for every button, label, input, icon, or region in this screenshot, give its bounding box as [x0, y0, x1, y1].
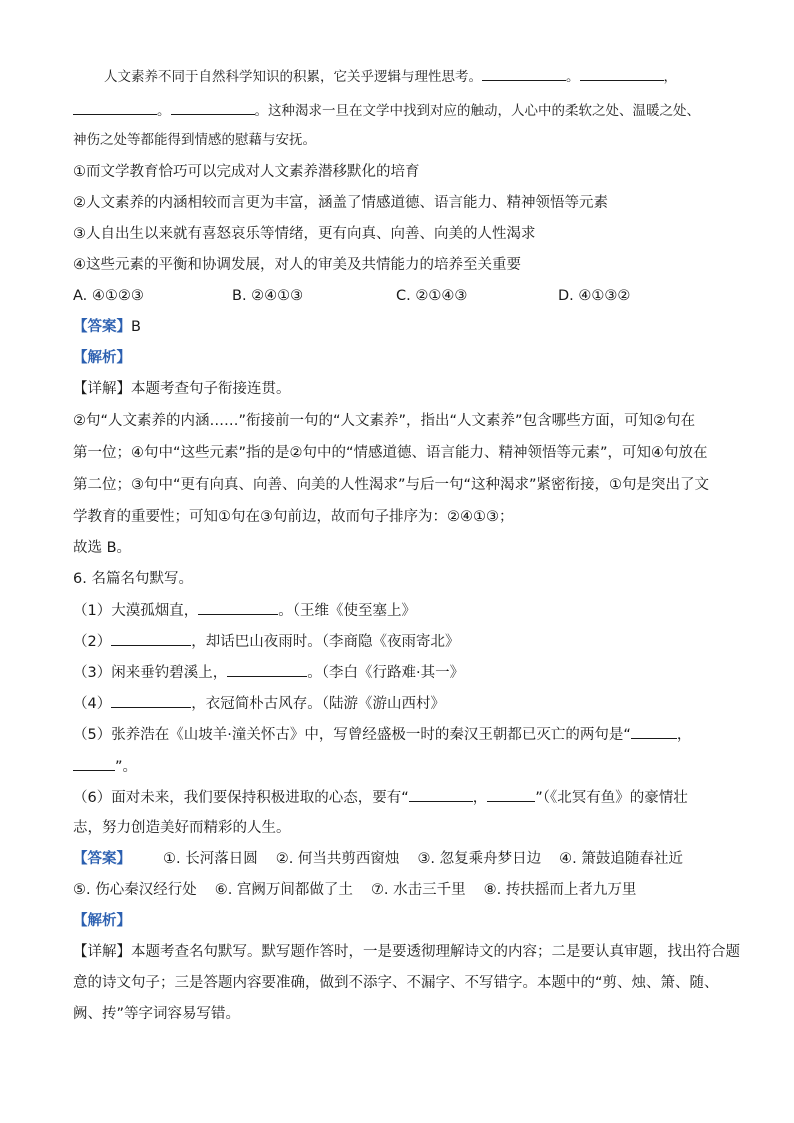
answer-item: ②. 何当共剪西窗烛: [275, 851, 400, 867]
q5-detail: [73, 379, 291, 399]
item-text: ”（《北冥有鱼》的豪情壮: [535, 790, 688, 806]
punct: ，: [676, 727, 692, 743]
q5-analysis-tag: [73, 348, 131, 368]
answer-item: ③. 忽复乘舟梦日边: [417, 851, 542, 867]
answer-value: B: [131, 319, 141, 335]
option-a: A. ④①②③: [73, 288, 144, 304]
passage-line-3: 神伤之处等都能得到情感的慰藉与安抚。: [73, 132, 316, 148]
passage-text: 人文素养不同于自然科学知识的积累，它关乎逻辑与理性思考。: [104, 69, 482, 85]
detail-tag: 【详解】: [73, 944, 131, 960]
answer-blank: [73, 756, 115, 771]
punct: ”。: [115, 759, 138, 775]
option-c: C. ②①④③: [396, 288, 468, 304]
q5-answer: [73, 317, 141, 337]
item-text: （5）张养浩在《山坡羊·潼关怀古》中，写曾经盛极一时的秦汉王朝都已灭亡的两句是“: [73, 727, 631, 743]
answer-tag: 【答案】: [73, 851, 131, 867]
answer-blank: [111, 693, 191, 708]
q6-detail-line-1: [73, 942, 740, 962]
detail-text: 本题考查句子衔接连贯。: [131, 381, 291, 397]
item-text: ，却话巴山夜雨时。（李商隐《夜雨寄北》: [191, 634, 460, 650]
q5-para-line: ②句“人文素养的内涵……”衔接前一句的“人文素养”，指出“人文素养”包含哪些方面，可知②句在: [73, 413, 696, 429]
answer-blank: [409, 787, 473, 802]
punct: ，: [472, 790, 488, 806]
q6-item-2: [73, 631, 459, 652]
option-d: D. ④①③②: [558, 288, 631, 304]
answer-item: ④. 箫鼓追随春社近: [559, 851, 683, 867]
answer-item: ⑧. 抟扶摇而上者九万里: [483, 882, 637, 898]
detail-tag: 【详解】: [73, 381, 131, 397]
analysis-tag: 【解析】: [73, 913, 131, 929]
answer-tag: 【答案】: [73, 319, 131, 335]
punct: ，: [663, 69, 677, 85]
q6-title: 6. 名篇名句默写。: [73, 571, 193, 587]
answer-item: ⑤. 伤心秦汉经行处: [73, 882, 197, 898]
answer-blank: [227, 662, 307, 677]
punct: 。: [157, 103, 171, 119]
q5-conclusion: 故选 B。: [73, 540, 132, 556]
q6-item-1: [73, 600, 416, 621]
item-text: 。（王维《使至塞上》: [278, 603, 416, 619]
analysis-tag: 【解析】: [73, 350, 131, 366]
q6-detail-line-2: 意的诗文句子；三是答题内容要准确，做到不添字、不漏字、不写错字。本题中的“剪、烛、箫、随、: [73, 975, 719, 991]
q5-para-line: 第二位；③句中“更有向真、向善、向美的人性渴求”与后一句“这种渴求”紧密衔接，①句是突出了文: [73, 477, 710, 493]
item-text: 。（李白《行路难·其一》: [307, 665, 465, 681]
answer-blank: [631, 724, 677, 739]
option-b: B. ②④①③: [232, 288, 304, 304]
item-text: （2）: [73, 634, 112, 650]
sentence-2: ②人文素养的内涵相较而言更为丰富，涵盖了情感道德、语言能力、精神领悟等元素: [73, 195, 608, 211]
q6-item-5: [73, 724, 691, 745]
answer-item: ①. 长河落日圆: [163, 851, 258, 867]
passage-line-2: [73, 100, 700, 121]
item-text: （4）: [73, 696, 112, 712]
passage-text: 。这种渴求一旦在文学中找到对应的触动，人心中的柔软之处、温暖之处、: [254, 103, 700, 119]
item-text: （6）面对未来，我们要保持积极进取的心态，要有“: [73, 790, 409, 806]
item-text: （1）大漠孤烟直，: [73, 603, 199, 619]
answer-item: ⑥. 宫阙万间都做了土: [214, 882, 353, 898]
answer-blank: [73, 100, 157, 115]
item-text: ，衣冠简朴古风存。（陆游《游山西村》: [191, 696, 445, 712]
answer-blank: [198, 600, 278, 615]
answer-blank: [487, 787, 535, 802]
punct: 。: [566, 69, 580, 85]
q6-item-5-cont: [73, 756, 137, 777]
q6-answers-row-2: [73, 880, 654, 900]
sentence-4: ④这些元素的平衡和协调发展，对人的审美及共情能力的培养至关重要: [73, 257, 521, 273]
q6-analysis-tag: [73, 911, 131, 931]
q6-detail-line-3: 阙、抟”等字词容易写错。: [73, 1006, 241, 1022]
q6-item-6-cont: 志，努力创造美好而精彩的人生。: [73, 820, 291, 836]
q5-para-line: 学教育的重要性；可知①句在③句前边，故而句子排序为：②④①③；: [73, 509, 514, 525]
item-text: （3）闲来垂钓碧溪上，: [73, 665, 228, 681]
answer-blank: [111, 631, 191, 646]
answer-blank: [482, 66, 566, 81]
q5-para-line: 第一位；④句中“这些元素”指的是②句中的“情感道德、语言能力、精神领悟等元素”，可知④句放在: [73, 445, 708, 461]
answer-blank: [171, 100, 255, 115]
sentence-3: ③人自出生以来就有喜怒哀乐等情绪，更有向真、向善、向美的人性渴求: [73, 226, 536, 242]
answer-item: ⑦. 水击三千里: [370, 882, 466, 898]
q6-answers-row-1: [73, 849, 683, 869]
passage-line-1: [104, 66, 677, 87]
detail-text: 本题考查名句默写。默写题作答时，一是要透彻理解诗文的内容；二是要认真审题，找出符合题: [131, 944, 740, 960]
q6-item-4: [73, 693, 445, 714]
q6-item-3: [73, 662, 464, 683]
sentence-1: ①而文学教育恰巧可以完成对人文素养潜移默化的培育: [73, 164, 420, 180]
answer-blank: [580, 66, 664, 81]
q6-item-6: [73, 787, 688, 808]
